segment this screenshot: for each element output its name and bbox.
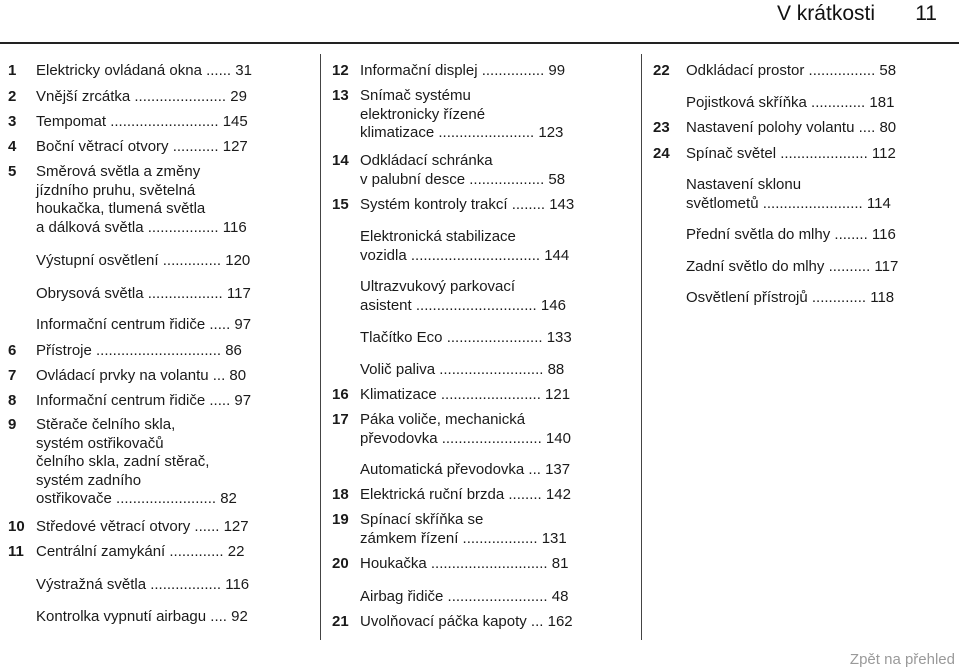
entry-number: 19 bbox=[332, 511, 349, 528]
entry-number: 17 bbox=[332, 411, 349, 428]
entry-text: Klimatizace ........................ 121 bbox=[360, 386, 571, 403]
entry-text: Ovládací prvky na volantu ... 80 bbox=[36, 367, 247, 384]
entry-text: Snímač systému elektronicky řízené klimatizace ....................... 123 bbox=[360, 87, 564, 141]
entry-number: 4 bbox=[8, 138, 17, 155]
entry-text: Elektrická ruční brzda ........ 142 bbox=[360, 486, 571, 503]
entry-number: 12 bbox=[332, 62, 349, 79]
entry-text: Středové větrací otvory ...... 127 bbox=[36, 518, 249, 535]
column-divider-1 bbox=[320, 54, 321, 640]
entry-text: Spínač světel ..................... 112 bbox=[686, 145, 896, 162]
entry-text: Informační centrum řidiče ..... 97 bbox=[36, 392, 252, 409]
entry-number: 18 bbox=[332, 486, 349, 503]
entry-text: Volič paliva ......................... 88 bbox=[360, 361, 565, 378]
entry-text: Přístroje .............................. 86 bbox=[36, 342, 242, 359]
entry-number: 13 bbox=[332, 87, 349, 104]
entry-number: 21 bbox=[332, 613, 349, 630]
entry-number: 15 bbox=[332, 196, 349, 213]
entry-text: Osvětlení přístrojů ............. 118 bbox=[686, 289, 895, 306]
entry-text: Boční větrací otvory ........... 127 bbox=[36, 138, 248, 155]
back-to-overview-link[interactable]: Zpět na přehled bbox=[849, 651, 955, 668]
entry-number: 6 bbox=[8, 342, 17, 359]
entry-text: Informační displej ............... 99 bbox=[360, 62, 566, 79]
entry-number: 10 bbox=[8, 518, 25, 535]
entry-number: 20 bbox=[332, 555, 349, 572]
index-column-2 bbox=[332, 0, 616, 672]
entry-number: 1 bbox=[8, 62, 17, 79]
entry-number: 2 bbox=[8, 88, 17, 105]
entry-text: Tempomat .......................... 145 bbox=[36, 113, 248, 130]
entry-text: Směrová světla a změny jízdního pruhu, světelná houkačka, tlumená světla a dálková světla ................. 116 bbox=[36, 163, 247, 236]
column-divider-2 bbox=[641, 54, 642, 640]
index-column-1 bbox=[8, 0, 296, 672]
page-number: 11 bbox=[915, 2, 937, 25]
entry-text: Stěrače čelního skla, systém ostřikovačů čelního skla, zadní stěrač, systém zadního ostřikovače ........................ 82 bbox=[36, 416, 237, 507]
entry-text: Automatická převodovka ... 137 bbox=[360, 461, 571, 478]
section-title: V krátkosti bbox=[776, 2, 875, 25]
entry-text: Kontrolka vypnutí airbagu .... 92 bbox=[36, 608, 248, 625]
entry-text: Nastavení polohy volantu .... 80 bbox=[686, 119, 897, 136]
entry-number: 23 bbox=[653, 119, 670, 136]
entry-number: 5 bbox=[8, 163, 17, 180]
entry-text: Spínací skříňka se zámkem řízení .................. 131 bbox=[360, 511, 567, 547]
entry-text: Obrysová světla .................. 117 bbox=[36, 285, 251, 302]
entry-text: Uvolňovací páčka kapoty ... 162 bbox=[360, 613, 573, 630]
entry-text: Ultrazvukový parkovací asistent ............................. 146 bbox=[360, 278, 566, 314]
entry-text: Elektronická stabilizace vozidla ............................... 144 bbox=[360, 228, 570, 264]
entry-number: 7 bbox=[8, 367, 17, 384]
entry-text: Informační centrum řidiče ..... 97 bbox=[36, 316, 252, 333]
entry-text: Centrální zamykání ............. 22 bbox=[36, 543, 245, 560]
entry-number: 8 bbox=[8, 392, 17, 409]
entry-number: 16 bbox=[332, 386, 349, 403]
entry-text: Airbag řidiče ........................ 48 bbox=[360, 588, 569, 605]
entry-number: 14 bbox=[332, 152, 349, 169]
entry-text: Elektricky ovládaná okna ...... 31 bbox=[36, 62, 252, 79]
entry-text: Přední světla do mlhy ........ 116 bbox=[686, 226, 896, 243]
entry-text: Vnější zrcátka ...................... 29 bbox=[36, 88, 247, 105]
entry-text: Výstražná světla ................. 116 bbox=[36, 576, 250, 593]
entry-number: 9 bbox=[8, 416, 17, 433]
entry-text: Systém kontroly trakcí ........ 143 bbox=[360, 196, 575, 213]
entry-number: 22 bbox=[653, 62, 670, 79]
entry-text: Zadní světlo do mlhy .......... 117 bbox=[686, 258, 899, 275]
entry-text: Houkačka ............................ 81 bbox=[360, 555, 569, 572]
index-column-3 bbox=[653, 0, 940, 672]
entry-text: Tlačítko Eco ....................... 133 bbox=[360, 329, 572, 346]
entry-number: 11 bbox=[8, 543, 24, 560]
entry-number: 24 bbox=[653, 145, 670, 162]
entry-text: Odkládací schránka v palubní desce .................. 58 bbox=[360, 152, 566, 188]
entry-text: Nastavení sklonu světlometů ........................ 114 bbox=[686, 176, 891, 212]
entry-text: Páka voliče, mechanická převodovka ........................ 140 bbox=[360, 411, 571, 447]
entry-text: Výstupní osvětlení .............. 120 bbox=[36, 252, 251, 269]
entry-text: Pojistková skříňka ............. 181 bbox=[686, 94, 895, 111]
entry-text: Odkládací prostor ................ 58 bbox=[686, 62, 897, 79]
entry-number: 3 bbox=[8, 113, 17, 130]
